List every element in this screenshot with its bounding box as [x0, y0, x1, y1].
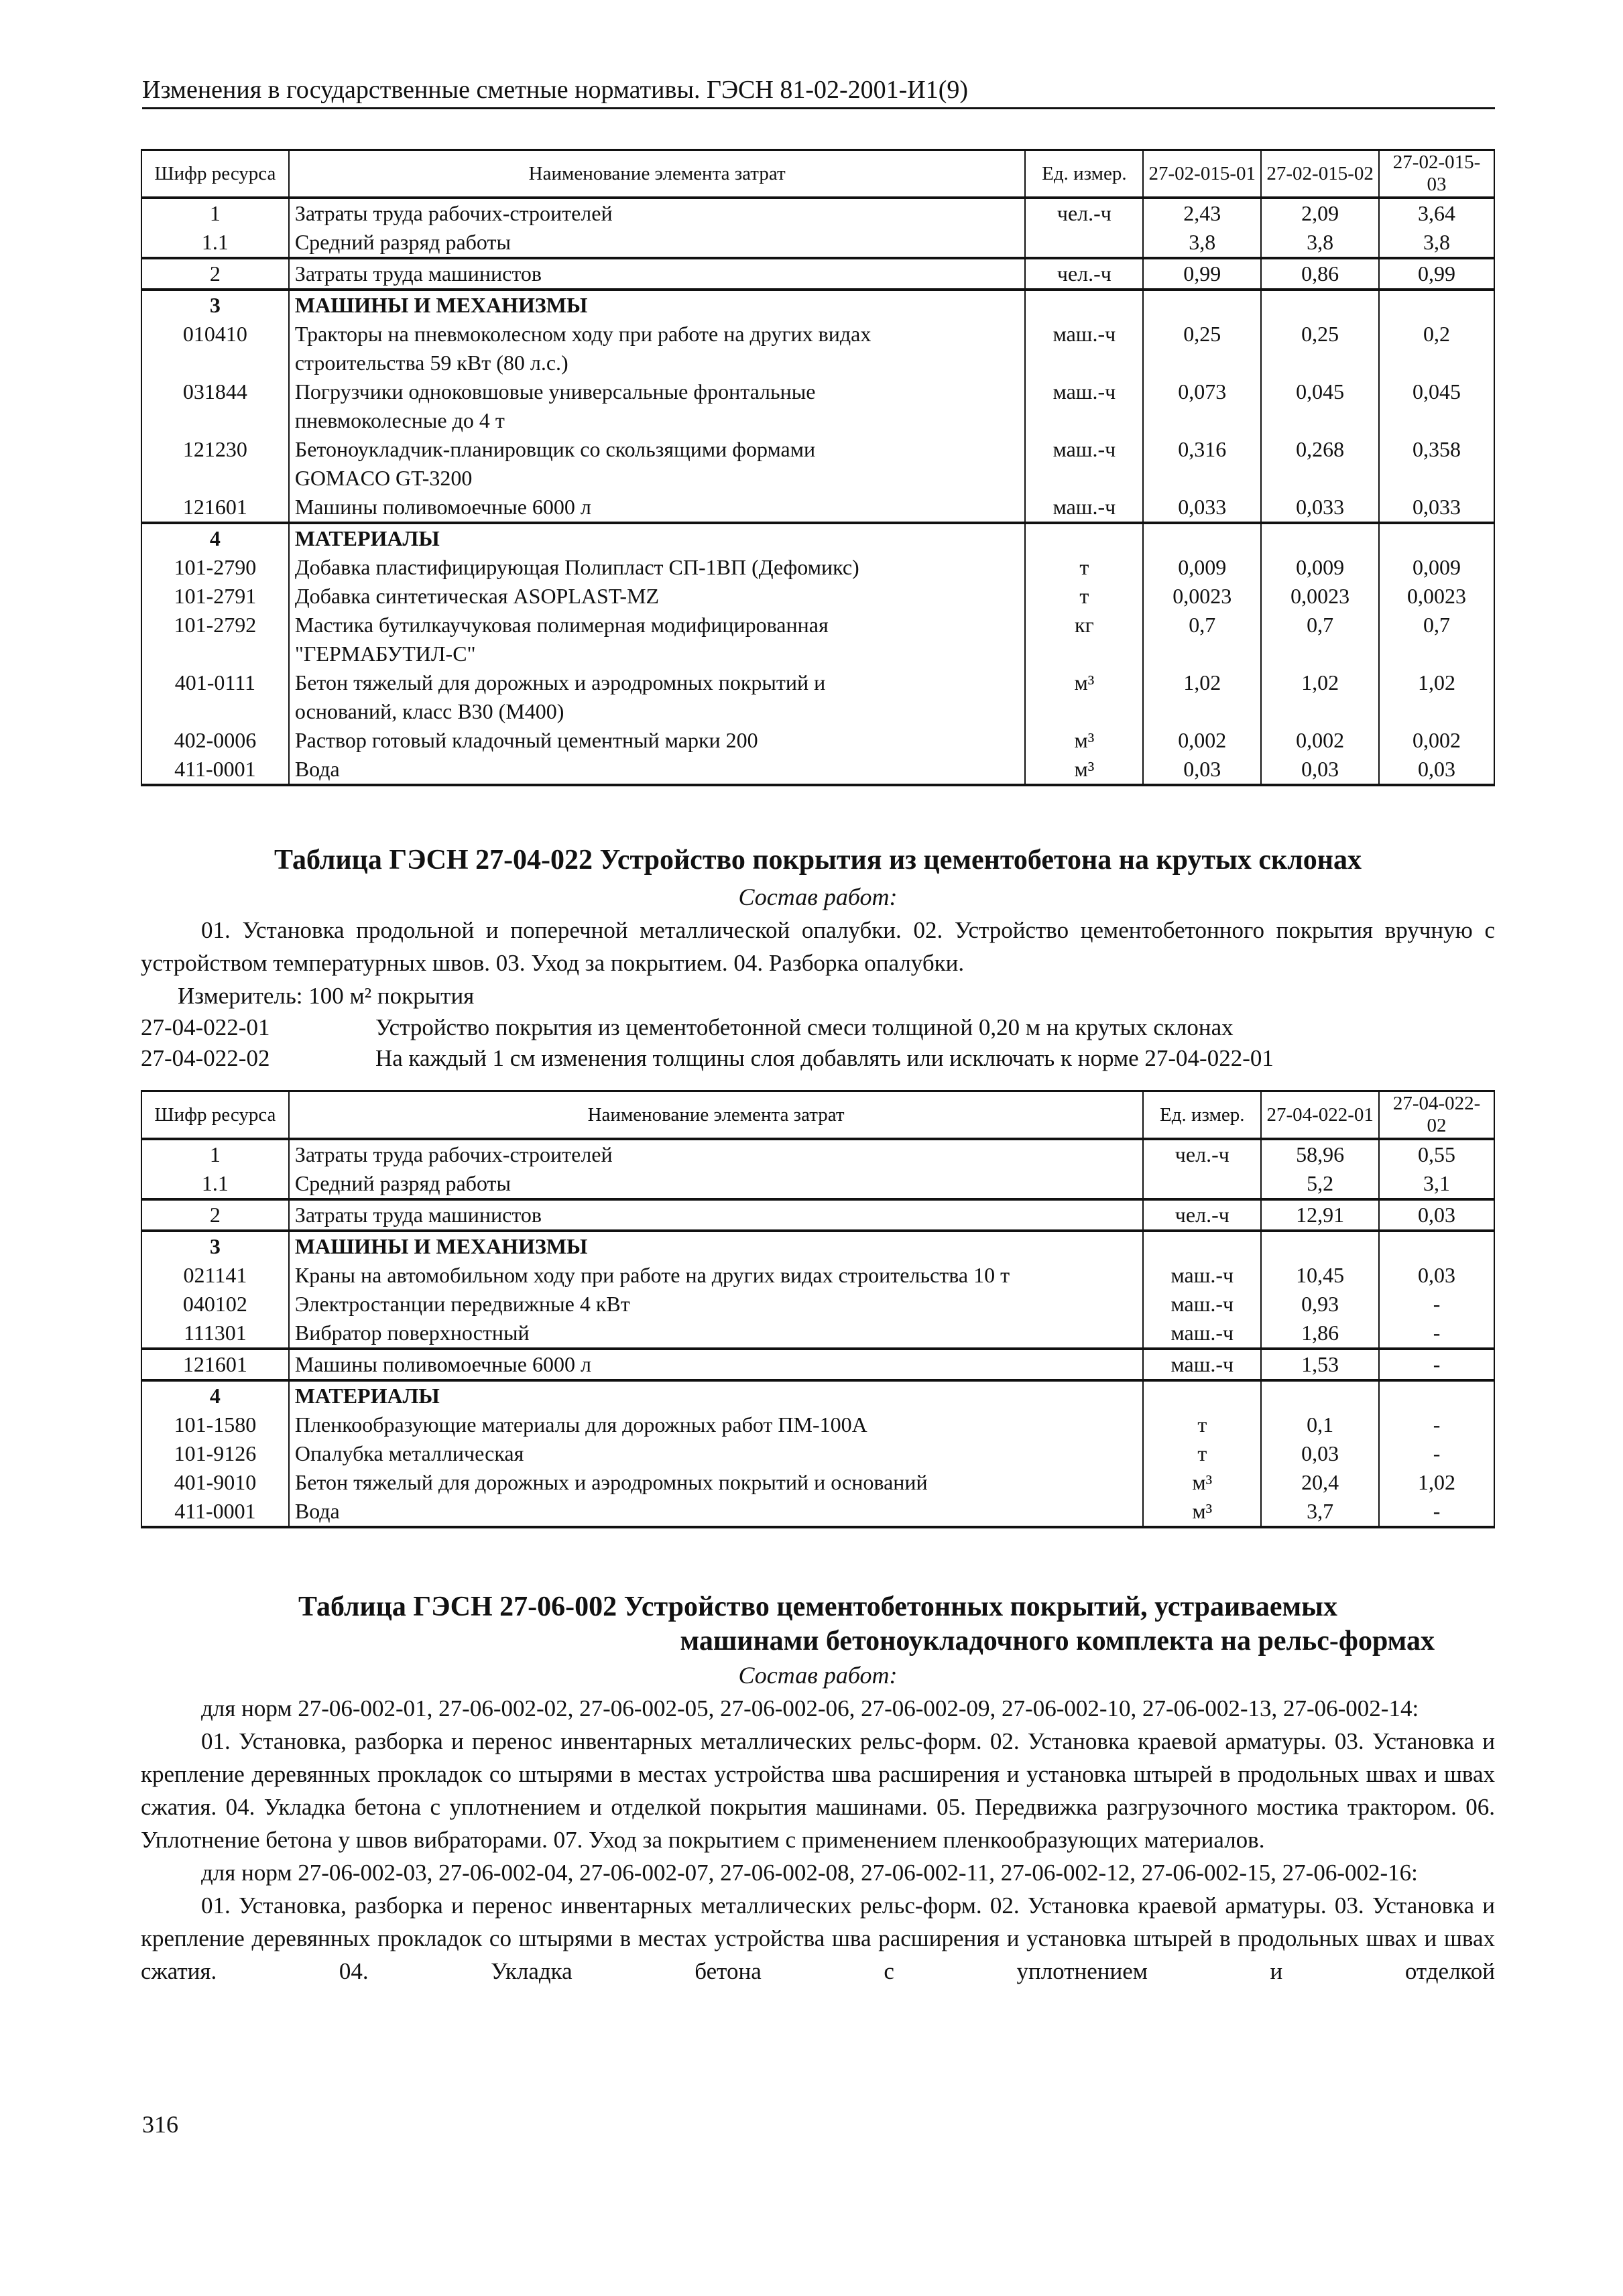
table-row [141, 611, 1494, 668]
norm-value: 3,8 [1261, 228, 1379, 258]
resource-name: Затраты труда рабочих-строителей [289, 1139, 1144, 1169]
norm-value: 3,1 [1379, 1169, 1494, 1199]
norm-value: 0,93 [1261, 1290, 1379, 1319]
norm-text: Устройство покрытия из цементобетонной смеси толщиной 0,20 м на крутых склонах [375, 1014, 1234, 1040]
norm-value: 1,02 [1261, 668, 1379, 726]
norm-value: 0,002 [1379, 726, 1494, 755]
norm-value: 0,7 [1261, 611, 1379, 668]
resource-name: Бетон тяжелый для дорожных и аэродромных покрытий и оснований, класс В30 (М400) [289, 668, 1026, 726]
resource-unit: маш.-ч [1025, 435, 1143, 493]
norm-value: 0,268 [1261, 435, 1379, 493]
norm-row [141, 1043, 1495, 1074]
norm-value: 0,073 [1143, 377, 1261, 435]
norm-value: 0,045 [1379, 377, 1494, 435]
resource-name: Средний разряд работы [289, 1169, 1144, 1199]
resource-unit: чел.-ч [1025, 198, 1143, 228]
resource-name: Тракторы на пневмоколесном ходу при работе на других видах строительства 59 кВт (80 л.с.) [289, 320, 1026, 377]
resource-name: Бетон тяжелый для дорожных и аэродромных покрытий и оснований [289, 1468, 1144, 1497]
resource-unit: т [1143, 1410, 1261, 1439]
resource-table-27-02-015 [141, 149, 1495, 786]
resource-code: 121601 [141, 1349, 289, 1380]
norm-value: 0,009 [1261, 553, 1379, 582]
table-row [141, 1439, 1494, 1468]
resource-code: 2 [141, 1199, 289, 1231]
resource-code: 3 [141, 290, 289, 320]
norm-value: 1,02 [1379, 668, 1494, 726]
page-number: 316 [142, 2111, 178, 2138]
table-row [141, 1380, 1494, 1410]
resource-unit [1143, 1231, 1261, 1261]
work-composition-label: Состав работ: [738, 884, 898, 910]
col-header-norm: 27-02-015-02 [1261, 150, 1379, 198]
norm-value: 3,8 [1143, 228, 1261, 258]
table-row [141, 1497, 1494, 1527]
resource-name: Машины поливомоечные 6000 л [289, 1349, 1144, 1380]
resource-unit: маш.-ч [1143, 1290, 1261, 1319]
table-row [141, 1290, 1494, 1319]
section-title-line-1: Таблица ГЭСН 27-06-002 Устройство цементобетонных покрытий, устраиваемых [298, 1591, 1337, 1622]
resource-name: Погрузчики одноковшовые универсальные фронтальные пневмоколесные до 4 т [289, 377, 1026, 435]
resource-name: МАШИНЫ И МЕХАНИЗМЫ [289, 290, 1026, 320]
table-row [141, 1231, 1494, 1261]
norm-value [1261, 1231, 1379, 1261]
norm-value [1379, 1231, 1494, 1261]
table-row [141, 1319, 1494, 1349]
norm-value: 0,045 [1261, 377, 1379, 435]
section-title-line-2: машинами бетоноукладочного комплекта на рельс-формах [680, 1626, 1435, 1656]
col-header-name: Наименование элемента затрат [289, 1091, 1144, 1140]
resource-unit [1143, 1380, 1261, 1410]
norm-value: 10,45 [1261, 1261, 1379, 1290]
resource-unit: маш.-ч [1143, 1261, 1261, 1290]
resource-code: 401-9010 [141, 1468, 289, 1497]
resource-unit: маш.-ч [1025, 493, 1143, 523]
resource-table-27-04-022 [141, 1090, 1495, 1528]
resource-code: 101-1580 [141, 1410, 289, 1439]
table-row [141, 290, 1494, 320]
resource-code: 411-0001 [141, 755, 289, 785]
norm-value: 0,033 [1379, 493, 1494, 523]
resource-name: Затраты труда рабочих-строителей [289, 198, 1026, 228]
table-row [141, 320, 1494, 377]
resource-code: 101-2790 [141, 553, 289, 582]
norm-value: 0,99 [1143, 258, 1261, 290]
norm-value [1261, 290, 1379, 320]
work-composition-label: Состав работ: [738, 1662, 898, 1689]
section-27-06-002 [141, 1590, 1495, 1988]
resource-name: Машины поливомоечные 6000 л [289, 493, 1026, 523]
resource-unit: м³ [1025, 726, 1143, 755]
norm-value [1379, 1380, 1494, 1410]
norm-value: - [1379, 1290, 1494, 1319]
table-row [141, 582, 1494, 611]
norm-value: 12,91 [1261, 1199, 1379, 1231]
resource-code: 101-2791 [141, 582, 289, 611]
resource-code: 040102 [141, 1290, 289, 1319]
resource-code: 4 [141, 1380, 289, 1410]
resource-unit: м³ [1025, 668, 1143, 726]
norm-value: 0,033 [1261, 493, 1379, 523]
norm-value [1261, 1380, 1379, 1410]
col-header-code: Шифр ресурса [141, 1091, 289, 1140]
resource-unit: кг [1025, 611, 1143, 668]
norm-value: 0,002 [1261, 726, 1379, 755]
table-row [141, 377, 1494, 435]
table-row [141, 1468, 1494, 1497]
resource-name: Раствор готовый кладочный цементный марки 200 [289, 726, 1026, 755]
norm-value: 0,316 [1143, 435, 1261, 493]
norm-value: - [1379, 1410, 1494, 1439]
norm-value: 1,02 [1379, 1468, 1494, 1497]
resource-code: 121601 [141, 493, 289, 523]
norm-value: - [1379, 1439, 1494, 1468]
resource-unit: маш.-ч [1025, 377, 1143, 435]
work-description: 01. Установка продольной и поперечной металлической опалубки. 02. Устройство цементобетонного покрытия вручную с устройством температурных швов. 03. Уход за покрытием. 04. Разборка опалубки. [141, 917, 1495, 976]
resource-name: Бетоноукладчик-планировщик со скользящими формами GOMACO GT-3200 [289, 435, 1026, 493]
norm-value: - [1379, 1319, 1494, 1349]
col-header-code: Шифр ресурса [141, 150, 289, 198]
norm-value: 0,03 [1379, 1199, 1494, 1231]
col-header-name: Наименование элемента затрат [289, 150, 1026, 198]
resource-unit: т [1143, 1439, 1261, 1468]
norm-value: - [1379, 1497, 1494, 1527]
norms-applicability: для норм 27-06-002-03, 27-06-002-04, 27-06-002-07, 27-06-002-08, 27-06-002-11, 27-06-002-12, 27-06-002-15, 27-06-002-16: [201, 1860, 1418, 1886]
resource-unit: м³ [1025, 755, 1143, 785]
table-row [141, 1139, 1494, 1169]
resource-unit [1143, 1169, 1261, 1199]
norm-code: 27-04-022-01 [141, 1014, 270, 1040]
norm-value: 0,99 [1379, 258, 1494, 290]
norm-value: 0,002 [1143, 726, 1261, 755]
resource-unit: т [1025, 553, 1143, 582]
norm-value: 0,03 [1261, 755, 1379, 785]
norm-value: 0,2 [1379, 320, 1494, 377]
norm-text: На каждый 1 см изменения толщины слоя добавлять или исключать к норме 27-04-022-01 [375, 1045, 1274, 1071]
resource-code: 101-2792 [141, 611, 289, 668]
norm-code: 27-04-022-02 [141, 1045, 270, 1071]
norm-value [1143, 290, 1261, 320]
norm-value [1379, 290, 1494, 320]
norm-value: 0,86 [1261, 258, 1379, 290]
resource-name: Вода [289, 1497, 1144, 1527]
norm-value: 1,02 [1143, 668, 1261, 726]
norm-value: 2,43 [1143, 198, 1261, 228]
section-27-04-022 [141, 843, 1495, 1074]
norm-value: 58,96 [1261, 1139, 1379, 1169]
table-row [141, 1349, 1494, 1380]
table-row [141, 198, 1494, 228]
resource-name: Средний разряд работы [289, 228, 1026, 258]
table-row [141, 258, 1494, 290]
table-row [141, 493, 1494, 523]
resource-code: 1 [141, 1139, 289, 1169]
norm-value: 0,25 [1261, 320, 1379, 377]
table-row [141, 1410, 1494, 1439]
resource-name: МАТЕРИАЛЫ [289, 523, 1026, 553]
norm-value: 3,64 [1379, 198, 1494, 228]
resource-name: Вибратор поверхностный [289, 1319, 1144, 1349]
norm-value: 0,03 [1379, 1261, 1494, 1290]
resource-name: Затраты труда машинистов [289, 258, 1026, 290]
norm-value [1143, 523, 1261, 553]
table-row [141, 668, 1494, 726]
resource-unit: т [1025, 582, 1143, 611]
norm-value: 1,53 [1261, 1349, 1379, 1380]
norm-value: 2,09 [1261, 198, 1379, 228]
norm-value: 0,358 [1379, 435, 1494, 493]
resource-unit: маш.-ч [1143, 1349, 1261, 1380]
norm-value: 0,7 [1143, 611, 1261, 668]
resource-code: 2 [141, 258, 289, 290]
norm-value: 0,25 [1143, 320, 1261, 377]
norm-value: 0,1 [1261, 1410, 1379, 1439]
norm-row [141, 1012, 1495, 1043]
resource-code: 402-0006 [141, 726, 289, 755]
resource-unit [1025, 290, 1143, 320]
resource-code: 111301 [141, 1319, 289, 1349]
resource-code: 3 [141, 1231, 289, 1261]
resource-name: Вода [289, 755, 1026, 785]
norm-value [1379, 523, 1494, 553]
work-description: 01. Установка, разборка и перенос инвентарных металлических рельс-форм. 02. Установка краевой арматуры. 03. Установка и крепление деревянных прокладок со штырями в местах устройства шва расширения и установка штырей в продольных швах и швах сжатия. 04. Укладка бетона с уплотнением и отделкой [141, 1892, 1495, 1984]
resource-name: Пленкообразующие материалы для дорожных работ ПМ-100А [289, 1410, 1144, 1439]
table-row [141, 726, 1494, 755]
norm-value: 0,03 [1379, 755, 1494, 785]
resource-code: 101-9126 [141, 1439, 289, 1468]
norm-value: 0,009 [1379, 553, 1494, 582]
resource-name: МАТЕРИАЛЫ [289, 1380, 1144, 1410]
table-row [141, 435, 1494, 493]
resource-code: 411-0001 [141, 1497, 289, 1527]
resource-name: Добавка пластифицирующая Полипласт СП-1ВП (Дефомикс) [289, 553, 1026, 582]
norm-value: 0,033 [1143, 493, 1261, 523]
section-title: Таблица ГЭСН 27-04-022 Устройство покрытия из цементобетона на крутых склонах [274, 845, 1362, 875]
resource-code: 121230 [141, 435, 289, 493]
resource-name: Затраты труда машинистов [289, 1199, 1144, 1231]
col-header-unit: Ед. измер. [1025, 150, 1143, 198]
resource-unit [1025, 523, 1143, 553]
measure-unit: Измеритель: 100 м² покрытия [178, 983, 475, 1009]
col-header-norm: 27-04-022-01 [1261, 1091, 1379, 1140]
table-row [141, 553, 1494, 582]
norm-value: 3,7 [1261, 1497, 1379, 1527]
resource-name: Опалубка металлическая [289, 1439, 1144, 1468]
resource-unit [1025, 228, 1143, 258]
running-header: Изменения в государственные сметные нормативы. ГЭСН 81-02-2001-И1(9) [142, 75, 1495, 109]
resource-code: 021141 [141, 1261, 289, 1290]
norm-value: 1,86 [1261, 1319, 1379, 1349]
resource-name: МАШИНЫ И МЕХАНИЗМЫ [289, 1231, 1144, 1261]
norm-value: 0,0023 [1143, 582, 1261, 611]
resource-unit: чел.-ч [1143, 1139, 1261, 1169]
col-header-norm: 27-02-015-03 [1379, 150, 1494, 198]
resource-name: Электростанции передвижные 4 кВт [289, 1290, 1144, 1319]
table-row [141, 1169, 1494, 1199]
resource-unit: чел.-ч [1143, 1199, 1261, 1231]
norm-value: 0,03 [1261, 1439, 1379, 1468]
col-header-norm: 27-04-022-02 [1379, 1091, 1494, 1140]
resource-unit: маш.-ч [1143, 1319, 1261, 1349]
resource-name: Добавка синтетическая ASOPLAST-MZ [289, 582, 1026, 611]
norm-value: 3,8 [1379, 228, 1494, 258]
norm-value: 0,7 [1379, 611, 1494, 668]
resource-code: 010410 [141, 320, 289, 377]
norm-value: - [1379, 1349, 1494, 1380]
resource-code: 4 [141, 523, 289, 553]
norm-value: 0,0023 [1261, 582, 1379, 611]
norm-value: 0,55 [1379, 1139, 1494, 1169]
col-header-norm: 27-02-015-01 [1143, 150, 1261, 198]
norm-value: 0,0023 [1379, 582, 1494, 611]
resource-name: Мастика бутилкаучуковая полимерная модифицированная "ГЕРМАБУТИЛ-С" [289, 611, 1026, 668]
table-row [141, 755, 1494, 785]
col-header-unit: Ед. измер. [1143, 1091, 1261, 1140]
norms-applicability: для норм 27-06-002-01, 27-06-002-02, 27-06-002-05, 27-06-002-06, 27-06-002-09, 27-06-002-10, 27-06-002-13, 27-06-002-14: [201, 1695, 1419, 1721]
resource-unit: чел.-ч [1025, 258, 1143, 290]
norm-value: 5,2 [1261, 1169, 1379, 1199]
resource-unit: м³ [1143, 1497, 1261, 1527]
resource-code: 1.1 [141, 228, 289, 258]
table-row [141, 1199, 1494, 1231]
resource-name: Краны на автомобильном ходу при работе на других видах строительства 10 т [289, 1261, 1144, 1290]
resource-code: 1 [141, 198, 289, 228]
norm-value [1261, 523, 1379, 553]
norm-value: 0,009 [1143, 553, 1261, 582]
table-row [141, 1261, 1494, 1290]
work-description: 01. Установка, разборка и перенос инвентарных металлических рельс-форм. 02. Установка краевой арматуры. 03. Установка и крепление деревянных прокладок со штырями в местах устройства шва расширения и установка штырей в продольных швах и швах сжатия. 04. Укладка бетона с уплотнением и отделкой покрытия машинами. 05. Передвижка разгрузочного мостика трактором. 06. Уплотнение бетона у швов вибраторами. 07. Уход за покрытием с применением пленкообразующих материалов. [141, 1728, 1495, 1853]
norm-value: 0,03 [1143, 755, 1261, 785]
resource-unit: м³ [1143, 1468, 1261, 1497]
resource-unit: маш.-ч [1025, 320, 1143, 377]
table-row [141, 228, 1494, 258]
resource-code: 401-0111 [141, 668, 289, 726]
table-row [141, 523, 1494, 553]
resource-code: 1.1 [141, 1169, 289, 1199]
resource-code: 031844 [141, 377, 289, 435]
norm-value: 20,4 [1261, 1468, 1379, 1497]
